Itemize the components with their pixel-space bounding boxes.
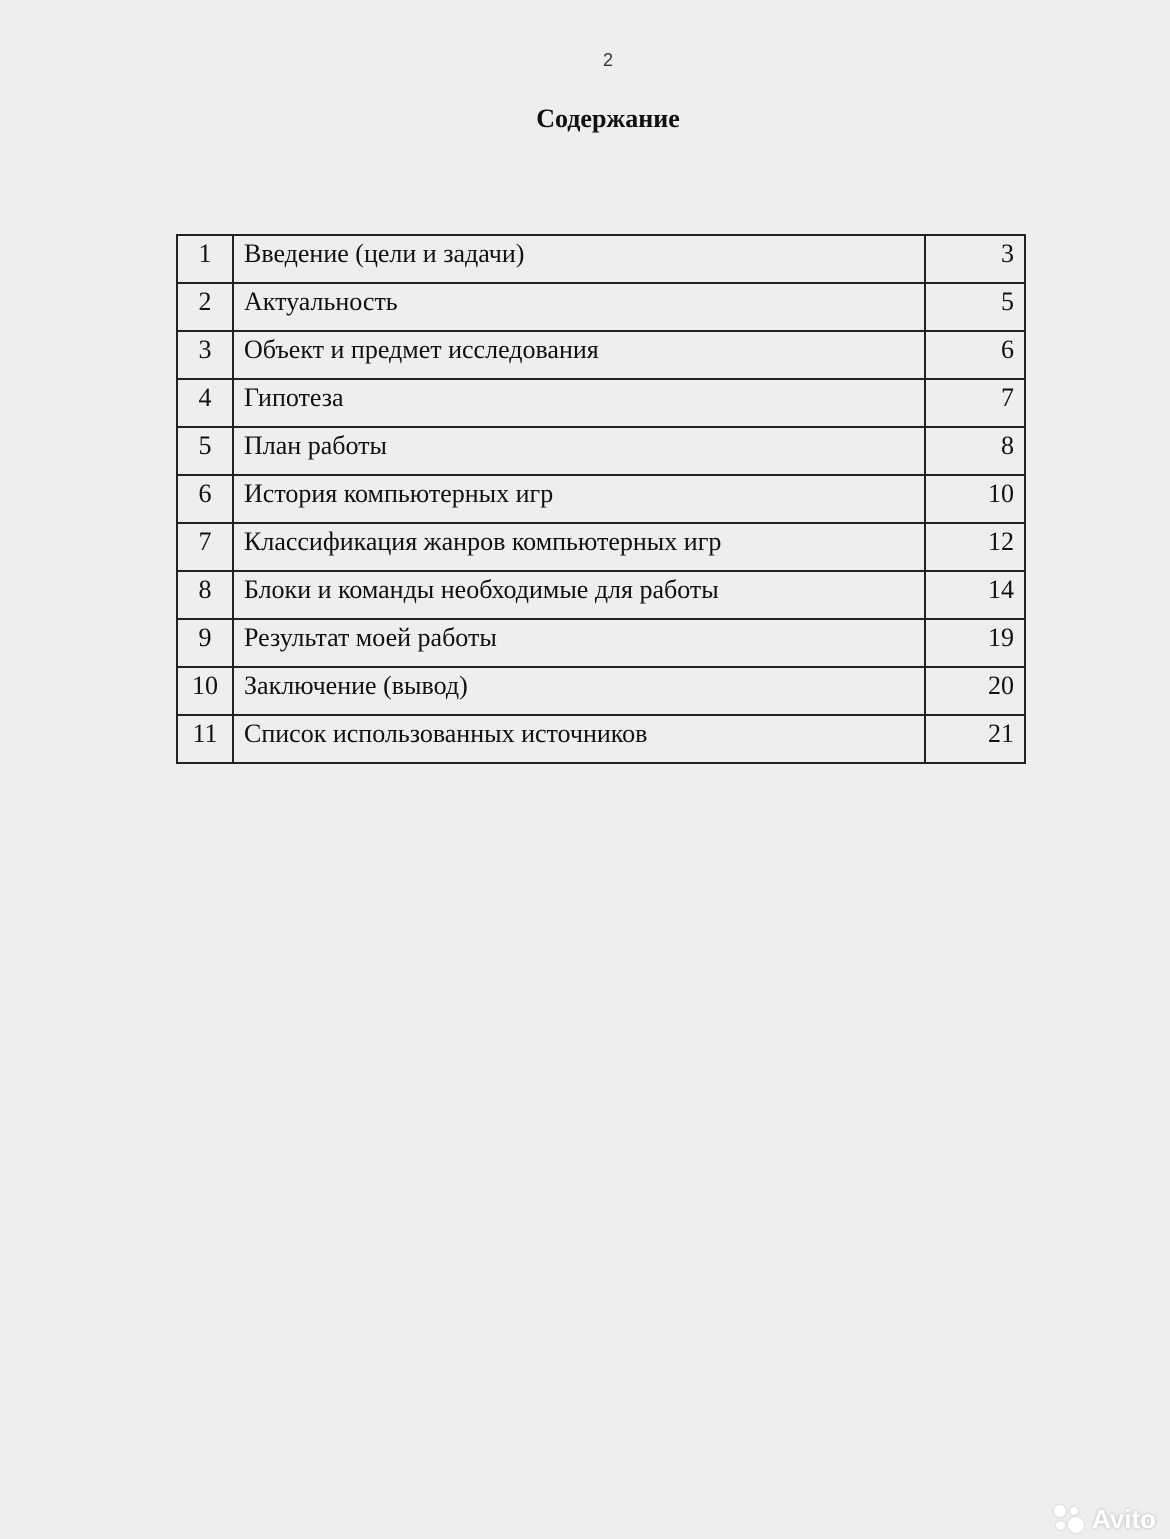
toc-item-number: 5 xyxy=(198,431,212,460)
toc-item-number: 8 xyxy=(198,575,212,604)
toc-item-page: 20 xyxy=(988,671,1014,700)
toc-item-title: Актуальность xyxy=(244,287,398,316)
page-title: Содержание xyxy=(536,104,680,133)
table-row xyxy=(177,379,1025,427)
table-row xyxy=(177,331,1025,379)
toc-item-page: 14 xyxy=(988,575,1014,604)
toc-item-title: История компьютерных игр xyxy=(244,479,554,508)
toc-item-page: 21 xyxy=(988,719,1014,748)
toc-item-page: 3 xyxy=(1001,239,1014,268)
table-row xyxy=(177,283,1025,331)
toc-item-page: 10 xyxy=(988,479,1014,508)
avito-logo-icon xyxy=(1054,1505,1086,1535)
table-row xyxy=(177,619,1025,667)
toc-item-page: 19 xyxy=(988,623,1014,652)
table-row xyxy=(177,667,1025,715)
toc-item-number: 1 xyxy=(198,239,212,268)
toc-item-number: 10 xyxy=(192,671,218,700)
toc-item-number: 11 xyxy=(192,719,218,748)
toc-item-title: Блоки и команды необходимые для работы xyxy=(244,575,719,604)
toc-item-number: 7 xyxy=(198,527,212,556)
toc-item-page: 5 xyxy=(1001,287,1014,316)
toc-item-title: Результат моей работы xyxy=(244,623,497,652)
toc-item-title: Введение (цели и задачи) xyxy=(244,239,525,268)
toc-item-number: 9 xyxy=(198,623,212,652)
toc-item-title: План работы xyxy=(244,431,387,460)
toc-item-page: 8 xyxy=(1001,431,1014,460)
watermark-text: Avito xyxy=(1091,1504,1156,1534)
toc-item-title: Классификация жанров компьютерных игр xyxy=(244,527,722,556)
toc-item-title: Гипотеза xyxy=(244,383,344,412)
table-row xyxy=(177,235,1025,283)
page-number: 2 xyxy=(602,50,613,70)
table-row xyxy=(177,715,1025,763)
table-row xyxy=(177,571,1025,619)
toc-item-number: 3 xyxy=(198,335,212,364)
toc-item-page: 12 xyxy=(988,527,1014,556)
toc-item-number: 6 xyxy=(198,479,212,508)
table-row xyxy=(177,523,1025,571)
toc-item-title: Список использованных источников xyxy=(244,719,648,748)
table-of-contents xyxy=(176,234,1026,764)
table-row xyxy=(177,427,1025,475)
toc-item-title: Заключение (вывод) xyxy=(244,671,468,700)
toc-item-number: 4 xyxy=(198,383,212,412)
toc-item-page: 7 xyxy=(1001,383,1014,412)
toc-item-page: 6 xyxy=(1001,335,1014,364)
toc-item-number: 2 xyxy=(198,287,212,316)
table-row xyxy=(177,475,1025,523)
avito-watermark xyxy=(1054,1504,1156,1535)
toc-item-title: Объект и предмет исследования xyxy=(244,335,599,364)
